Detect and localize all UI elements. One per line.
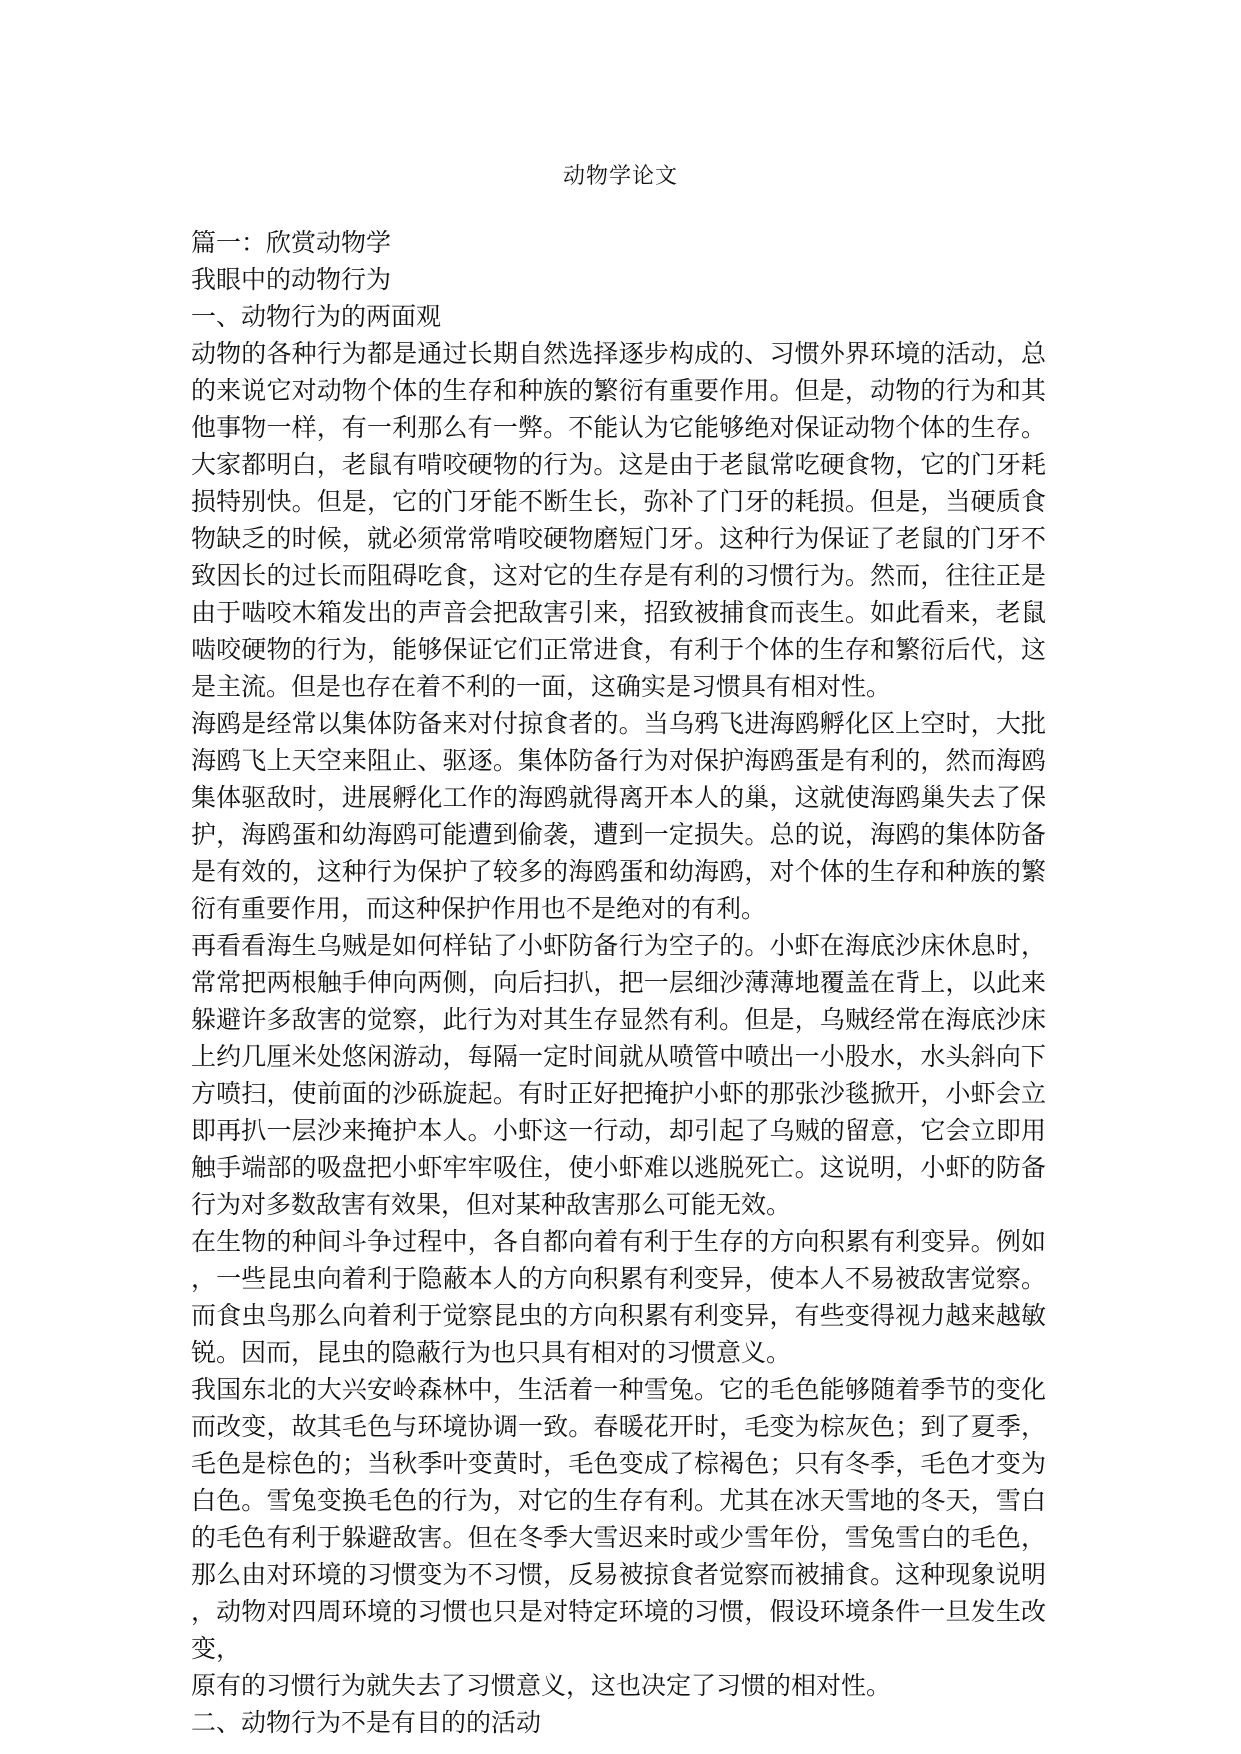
text-line: 损特别快。但是，它的门牙能不断生长，弥补了门牙的耗损。但是，当硬质食 bbox=[191, 487, 1046, 516]
text-line: 方喷扫，使前面的沙砾旋起。有时正好把掩护小虾的那张沙毯掀开，小虾会立 bbox=[191, 1079, 1046, 1108]
document-title: 动物学论文 bbox=[562, 164, 678, 189]
text-line: 触手端部的吸盘把小虾牢牢吸住，使小虾难以逃脱死亡。这说明，小虾的防备 bbox=[191, 1153, 1046, 1182]
text-line: 是有效的，这种行为保护了较多的海鸥蛋和幼海鸥，对个体的生存和种族的繁 bbox=[191, 857, 1046, 886]
document-body bbox=[191, 224, 1046, 1741]
text-line: 我眼中的动物行为 bbox=[191, 265, 392, 294]
text-line: 衍有重要作用，而这种保护作用也不是绝对的有利。 bbox=[191, 894, 767, 923]
text-line: 一、动物行为的两面观 bbox=[191, 302, 442, 331]
text-line: 常常把两根触手伸向两侧，向后扫扒，把一层细沙薄薄地覆盖在背上，以此来 bbox=[191, 968, 1046, 997]
text-line: 动物的各种行为都是通过长期自然选择逐步构成的、习惯外界环境的活动，总 bbox=[191, 339, 1046, 368]
text-line: 啮咬硬物的行为，能够保证它们正常进食，有利于个体的生存和繁衍后代，这 bbox=[191, 635, 1046, 664]
text-line: 锐。因而，昆虫的隐蔽行为也只具有相对的习惯意义。 bbox=[191, 1338, 792, 1367]
text-line: ，动物对四周环境的习惯也只是对特定环境的习惯，假设环境条件一旦发生改 bbox=[191, 1597, 1046, 1626]
text-line: 的毛色有利于躲避敌害。但在冬季大雪迟来时或少雪年份，雪兔雪白的毛色， bbox=[191, 1523, 1046, 1552]
text-line: 那么由对环境的习惯变为不习惯，反易被掠食者觉察而被捕食。这种现象说明 bbox=[191, 1560, 1046, 1589]
text-line: 即再扒一层沙来掩护本人。小虾这一行动，却引起了乌贼的留意，它会立即用 bbox=[191, 1116, 1046, 1145]
text-line: 物缺乏的时候，就必须常常啃咬硬物磨短门牙。这种行为保证了老鼠的门牙不 bbox=[191, 524, 1046, 553]
text-line: 再看看海生乌贼是如何样钻了小虾防备行为空子的。小虾在海底沙床休息时， bbox=[191, 931, 1046, 960]
text-line: 我国东北的大兴安岭森林中，生活着一种雪兔。它的毛色能够随着季节的变化 bbox=[191, 1375, 1046, 1404]
text-line: 由于啮咬木箱发出的声音会把敌害引来，招致被捕食而丧生。如此看来，老鼠 bbox=[191, 598, 1046, 627]
text-line: 躲避许多敌害的觉察，此行为对其生存显然有利。但是，乌贼经常在海底沙床 bbox=[191, 1005, 1046, 1034]
text-line: 二、动物行为不是有目的的活动 bbox=[191, 1708, 542, 1737]
text-line: 行为对多数敌害有效果，但对某种敌害那么可能无效。 bbox=[191, 1190, 792, 1219]
text-line: ，一些昆虫向着利于隐蔽本人的方向积累有利变异，使本人不易被敌害觉察。 bbox=[191, 1264, 1046, 1293]
text-line: 海鸥是经常以集体防备来对付掠食者的。当乌鸦飞进海鸥孵化区上空时，大批 bbox=[191, 709, 1046, 738]
text-line: 而食虫鸟那么向着利于觉察昆虫的方向积累有利变异，有些变得视力越来越敏 bbox=[191, 1301, 1046, 1330]
text-line: 上约几厘米处悠闲游动，每隔一定时间就从喷管中喷出一小股水，水头斜向下 bbox=[191, 1042, 1046, 1071]
text-line: 他事物一样，有一利那么有一弊。不能认为它能够绝对保证动物个体的生存。 bbox=[191, 413, 1046, 442]
text-line: 在生物的种间斗争过程中，各自都向着有利于生存的方向积累有利变异。例如 bbox=[191, 1227, 1046, 1256]
text-line: 海鸥飞上天空来阻止、驱逐。集体防备行为对保护海鸥蛋是有利的，然而海鸥 bbox=[191, 746, 1046, 775]
text-line: 毛色是棕色的；当秋季叶变黄时，毛色变成了棕褐色；只有冬季，毛色才变为 bbox=[191, 1449, 1046, 1478]
text-line: 集体驱敌时，进展孵化工作的海鸥就得离开本人的巢，这就使海鸥巢失去了保 bbox=[191, 783, 1046, 812]
text-line: 变， bbox=[191, 1634, 242, 1663]
text-line: 白色。雪兔变换毛色的行为，对它的生存有利。尤其在冰天雪地的冬天，雪白 bbox=[191, 1486, 1046, 1515]
text-line: 的来说它对动物个体的生存和种族的繁衍有重要作用。但是，动物的行为和其 bbox=[191, 376, 1046, 405]
text-line: 而改变，故其毛色与环境协调一致。春暖花开时，毛变为棕灰色；到了夏季， bbox=[191, 1412, 1046, 1441]
text-line: 原有的习惯行为就失去了习惯意义，这也决定了习惯的相对性。 bbox=[191, 1671, 892, 1700]
text-line: 致因长的过长而阻碍吃食，这对它的生存是有利的习惯行为。然而，往往正是 bbox=[191, 561, 1046, 590]
text-line: 篇一：欣赏动物学 bbox=[191, 228, 392, 257]
text-line: 护，海鸥蛋和幼海鸥可能遭到偷袭，遭到一定损失。总的说，海鸥的集体防备 bbox=[191, 820, 1046, 849]
text-line: 大家都明白，老鼠有啃咬硬物的行为。这是由于老鼠常吃硬食物，它的门牙耗 bbox=[191, 450, 1046, 479]
text-line: 是主流。但是也存在着不利的一面，这确实是习惯具有相对性。 bbox=[191, 672, 892, 701]
